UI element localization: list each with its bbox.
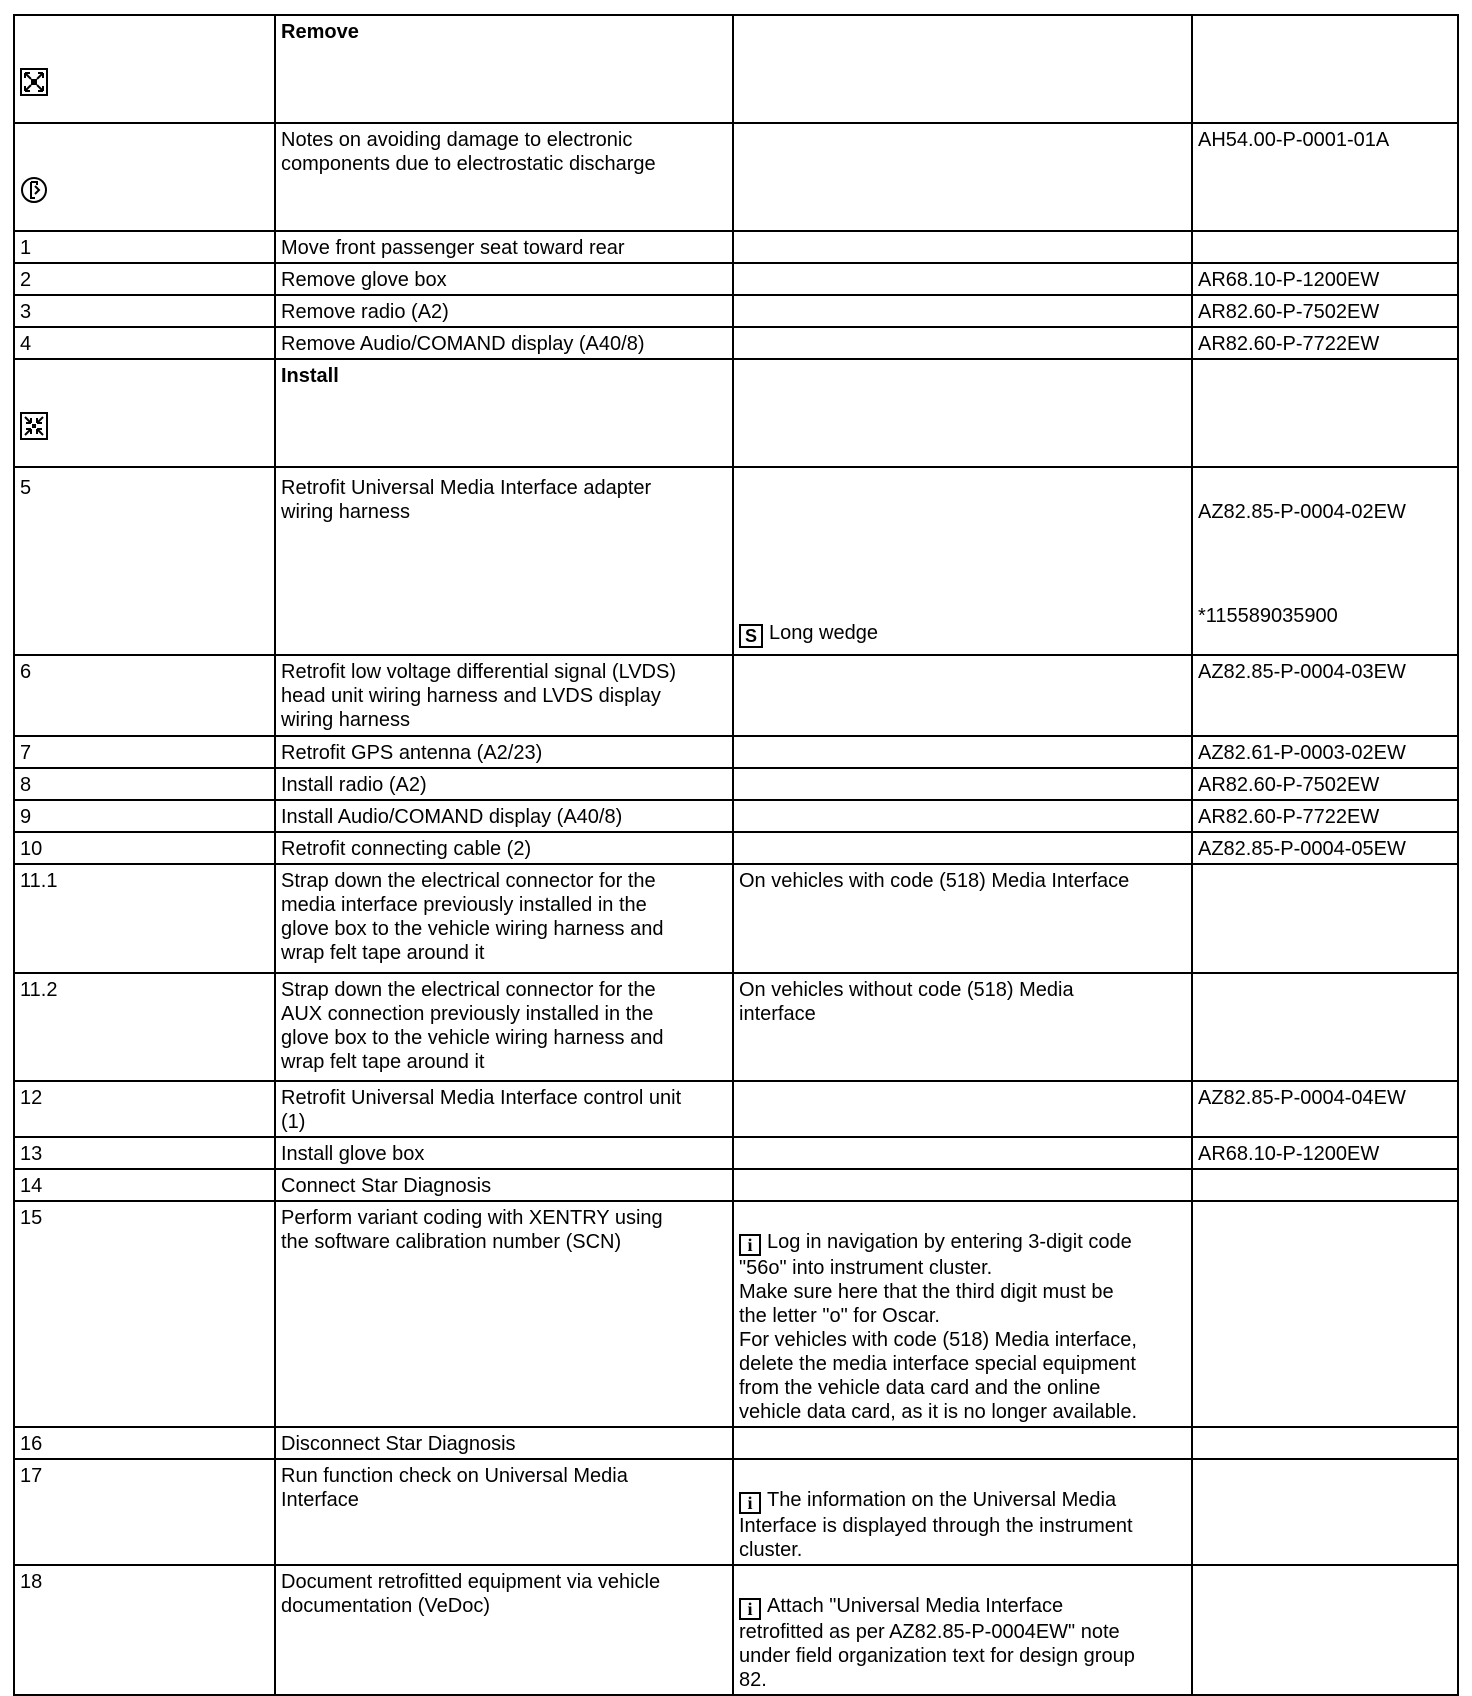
description-cell: Disconnect Star Diagnosis (275, 1427, 733, 1459)
reference-cell (1192, 1565, 1458, 1695)
reference-cell (1192, 231, 1458, 263)
note-cell (733, 123, 1192, 231)
step-cell: 11.2 (14, 973, 275, 1081)
note-cell (733, 1169, 1192, 1201)
note-cell (733, 768, 1192, 800)
description-cell: Strap down the electrical connector for the AUX connection previously installed in the glove box to the vehicle wiring harness and wrap felt tape around it (275, 973, 733, 1081)
reference-cell[interactable]: AR82.60-P-7722EW (1192, 327, 1458, 359)
reference-cell (1192, 1201, 1458, 1427)
note-cell (733, 231, 1192, 263)
reference-cell[interactable]: AZ82.61-P-0003-02EW (1192, 736, 1458, 768)
step-cell: 14 (14, 1169, 275, 1201)
note-cell (733, 1565, 1192, 1695)
table-row (14, 1081, 1458, 1137)
table-row (14, 1565, 1458, 1695)
note-cell (733, 1427, 1192, 1459)
table-row (14, 231, 1458, 263)
note-cell (733, 800, 1192, 832)
step-cell: 15 (14, 1201, 275, 1427)
step-cell: 9 (14, 800, 275, 832)
step-cell: 1 (14, 231, 275, 263)
description-cell: Retrofit GPS antenna (A2/23) (275, 736, 733, 768)
reference-cell[interactable]: AZ82.85-P-0004-03EW (1192, 655, 1458, 736)
reference-cell (1192, 1427, 1458, 1459)
description-cell: Install (275, 359, 733, 467)
step-cell: 12 (14, 1081, 275, 1137)
reference-cell (1192, 864, 1458, 973)
note-cell (733, 295, 1192, 327)
step-cell (14, 123, 275, 231)
install-icon (20, 388, 48, 464)
note-text: The information on the Universal Media Interface is displayed through the instrument cluster. (739, 1489, 1133, 1561)
description-cell: Connect Star Diagnosis (275, 1169, 733, 1201)
table-row (14, 655, 1458, 736)
reference-cell[interactable]: AR82.60-P-7502EW (1192, 768, 1458, 800)
remove-icon (20, 44, 48, 120)
note-cell: On vehicles with code (518) Media Interface (733, 864, 1192, 973)
description-cell: Retrofit connecting cable (2) (275, 832, 733, 864)
reference-cell[interactable]: AH54.00-P-0001-01A (1192, 123, 1458, 231)
table-row (14, 736, 1458, 768)
table-row (14, 832, 1458, 864)
note-cell (733, 15, 1192, 123)
table-row (14, 800, 1458, 832)
step-cell: 18 (14, 1565, 275, 1695)
note-cell (733, 1201, 1192, 1427)
description-cell: Strap down the electrical connector for the media interface previously installed in the glove box to the vehicle wiring harness and wrap felt tape around it (275, 864, 733, 973)
reference-link[interactable]: AZ82.85-P-0004-02EW (1198, 501, 1406, 523)
description-cell: Remove glove box (275, 263, 733, 295)
tool-part-number: *115589035900 (1198, 605, 1338, 627)
step-cell: 4 (14, 327, 275, 359)
description-cell: Notes on avoiding damage to electronic components due to electrostatic discharge (275, 123, 733, 231)
table-row (14, 467, 1458, 655)
note-text: Long wedge (769, 622, 878, 644)
step-cell (14, 359, 275, 467)
note-cell: On vehicles without code (518) Media interface (733, 973, 1192, 1081)
description-cell: Install glove box (275, 1137, 733, 1169)
note-cell (733, 1137, 1192, 1169)
step-cell: 5 (14, 467, 275, 655)
step-cell: 6 (14, 655, 275, 736)
description-cell: Document retrofitted equipment via vehicle documentation (VeDoc) (275, 1565, 733, 1695)
description-cell: Remove radio (A2) (275, 295, 733, 327)
table-row (14, 1459, 1458, 1565)
step-cell: 17 (14, 1459, 275, 1565)
reference-cell[interactable]: AZ82.85-P-0004-05EW (1192, 832, 1458, 864)
table-row (14, 359, 1458, 467)
description-cell: Run function check on Universal Media Interface (275, 1459, 733, 1565)
description-cell: Retrofit Universal Media Interface control unit (1) (275, 1081, 733, 1137)
reference-cell[interactable]: AR82.60-P-7502EW (1192, 295, 1458, 327)
reference-cell (1192, 467, 1458, 655)
reference-cell (1192, 359, 1458, 467)
table-row (14, 295, 1458, 327)
note-text: Attach "Universal Media Interface retrofitted as per AZ82.85-P-0004EW" note under field organization text for design group 82. (739, 1595, 1135, 1691)
reference-cell (1192, 15, 1458, 123)
table-row (14, 15, 1458, 123)
description-cell: Install radio (A2) (275, 768, 733, 800)
note-cell (733, 832, 1192, 864)
note-cell (733, 1081, 1192, 1137)
table-row (14, 864, 1458, 973)
table-row (14, 768, 1458, 800)
reference-cell[interactable]: AZ82.85-P-0004-04EW (1192, 1081, 1458, 1137)
description-cell: Move front passenger seat toward rear (275, 231, 733, 263)
step-cell: 10 (14, 832, 275, 864)
step-cell: 8 (14, 768, 275, 800)
esd-warning-icon (20, 152, 48, 228)
description-cell: Retrofit low voltage differential signal (LVDS) head unit wiring harness and LVDS display wiring harness (275, 655, 733, 736)
reference-cell[interactable]: AR68.10-P-1200EW (1192, 1137, 1458, 1169)
step-cell (14, 15, 275, 123)
description-cell: Retrofit Universal Media Interface adapter wiring harness (275, 467, 733, 655)
note-text: Log in navigation by entering 3-digit code "56o" into instrument cluster. Make sure here that the third digit must be the letter "o" for Oscar. For vehicles with code (518) Media interface, delete the media interface special equipment from the vehicle data card and the online vehicle data card, as it is no longer available. (739, 1231, 1138, 1423)
description-cell: Remove Audio/COMAND display (A40/8) (275, 327, 733, 359)
reference-cell (1192, 1459, 1458, 1565)
table-row (14, 327, 1458, 359)
note-cell (733, 327, 1192, 359)
table-row (14, 1427, 1458, 1459)
step-cell: 7 (14, 736, 275, 768)
reference-cell (1192, 1169, 1458, 1201)
description-cell: Remove (275, 15, 733, 123)
step-cell: 13 (14, 1137, 275, 1169)
table-row (14, 263, 1458, 295)
description-cell: Perform variant coding with XENTRY using the software calibration number (SCN) (275, 1201, 733, 1427)
reference-cell (1192, 973, 1458, 1081)
table-row (14, 123, 1458, 231)
step-cell: 2 (14, 263, 275, 295)
note-cell (733, 655, 1192, 736)
step-cell: 16 (14, 1427, 275, 1459)
table-row (14, 1201, 1458, 1427)
table-row (14, 1137, 1458, 1169)
table-row (14, 1169, 1458, 1201)
procedure-table (13, 14, 1459, 1696)
info-icon: i (739, 1598, 761, 1620)
info-icon: i (739, 1492, 761, 1514)
table-row (14, 973, 1458, 1081)
note-cell (733, 1459, 1192, 1565)
reference-cell[interactable]: AR68.10-P-1200EW (1192, 263, 1458, 295)
tool-icon: S (739, 624, 763, 648)
description-cell: Install Audio/COMAND display (A40/8) (275, 800, 733, 832)
note-cell (733, 736, 1192, 768)
note-cell (733, 263, 1192, 295)
step-cell: 11.1 (14, 864, 275, 973)
step-cell: 3 (14, 295, 275, 327)
note-cell (733, 359, 1192, 467)
info-icon: i (739, 1234, 761, 1256)
note-cell (733, 467, 1192, 655)
reference-cell[interactable]: AR82.60-P-7722EW (1192, 800, 1458, 832)
